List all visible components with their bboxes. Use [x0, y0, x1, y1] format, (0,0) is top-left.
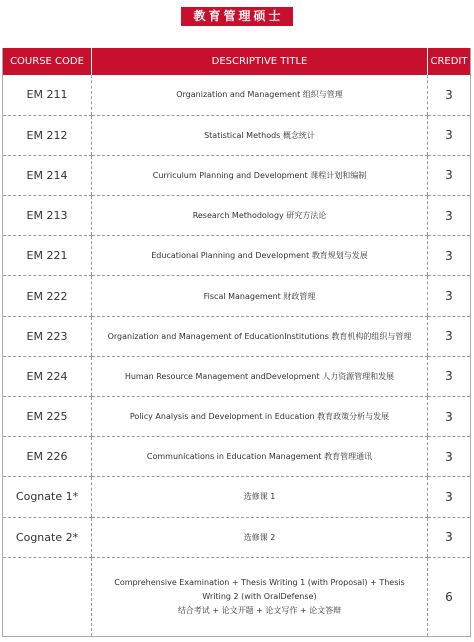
table-row — [3, 236, 471, 276]
course-title — [92, 557, 428, 636]
course-code: EM 223 — [3, 316, 92, 356]
course-credit: 3 — [428, 397, 471, 437]
course-title: Organization and Management 组织与管理 — [92, 75, 428, 115]
header-credit: CREDIT — [428, 48, 471, 75]
header-descriptive-title: DESCRIPTIVE TITLE — [92, 48, 428, 75]
table-row — [3, 115, 471, 155]
table-row — [3, 356, 471, 396]
course-code: EM 226 — [3, 437, 92, 477]
table-row — [3, 437, 471, 477]
table-row — [3, 196, 471, 236]
course-code — [3, 557, 92, 636]
course-credit: 3 — [428, 75, 471, 115]
table-row — [3, 75, 471, 115]
course-code: EM 214 — [3, 155, 92, 195]
course-title: Communications in Education Management 教育管理通讯 — [92, 437, 428, 477]
course-code: EM 225 — [3, 397, 92, 437]
course-credit: 3 — [428, 437, 471, 477]
course-title: 选修课 2 — [92, 517, 428, 557]
course-code: EM 212 — [3, 115, 92, 155]
course-credit: 3 — [428, 236, 471, 276]
table-row — [3, 276, 471, 316]
course-credit: 3 — [428, 196, 471, 236]
course-code: EM 213 — [3, 196, 92, 236]
course-title: Research Methodology 研究方法论 — [92, 196, 428, 236]
course-title: Curriculum Planning and Development 课程计划和编制 — [92, 155, 428, 195]
course-title: 选修课 1 — [92, 477, 428, 517]
course-credit: 3 — [428, 276, 471, 316]
table-row — [3, 477, 471, 517]
course-code: EM 222 — [3, 276, 92, 316]
course-code: EM 221 — [3, 236, 92, 276]
table-row — [3, 517, 471, 557]
course-credit: 6 — [428, 557, 471, 636]
table-row — [3, 397, 471, 437]
course-title-line: Writing 2 (with OralDefense) — [202, 591, 317, 601]
heading-wrap — [0, 5, 474, 26]
header-course-code: COURSE CODE — [3, 48, 92, 75]
course-title: Fiscal Management 财政管理 — [92, 276, 428, 316]
course-code: EM 211 — [3, 75, 92, 115]
table-row — [3, 316, 471, 356]
course-title: Educational Planning and Development 教育规划与发展 — [92, 236, 428, 276]
table-header-row — [3, 48, 471, 75]
course-title-line: 结合考试 + 论文开题 + 论文写作 + 论文答辩 — [177, 605, 342, 615]
course-code: Cognate 1* — [3, 477, 92, 517]
course-credit: 3 — [428, 517, 471, 557]
course-table — [2, 48, 471, 637]
course-credit: 3 — [428, 155, 471, 195]
course-code: Cognate 2* — [3, 517, 92, 557]
course-credit: 3 — [428, 477, 471, 517]
course-title: Statistical Methods 概念统计 — [92, 115, 428, 155]
course-title-line: Comprehensive Examination + Thesis Writing 1 (with Proposal) + Thesis — [114, 577, 405, 587]
course-credit: 3 — [428, 316, 471, 356]
table-row — [3, 155, 471, 195]
table-row-final — [3, 557, 471, 636]
course-credit: 3 — [428, 356, 471, 396]
course-code: EM 224 — [3, 356, 92, 396]
course-credit: 3 — [428, 115, 471, 155]
course-title: Policy Analysis and Development in Education 教育政策分析与发展 — [92, 397, 428, 437]
program-title: 教育管理硕士 — [181, 7, 292, 26]
course-title: Human Resource Management andDevelopment 人力资源管理和发展 — [92, 356, 428, 396]
course-title: Organization and Management of EducationInstitutions 教育机构的组织与管理 — [92, 316, 428, 356]
course-table-body — [3, 75, 471, 636]
